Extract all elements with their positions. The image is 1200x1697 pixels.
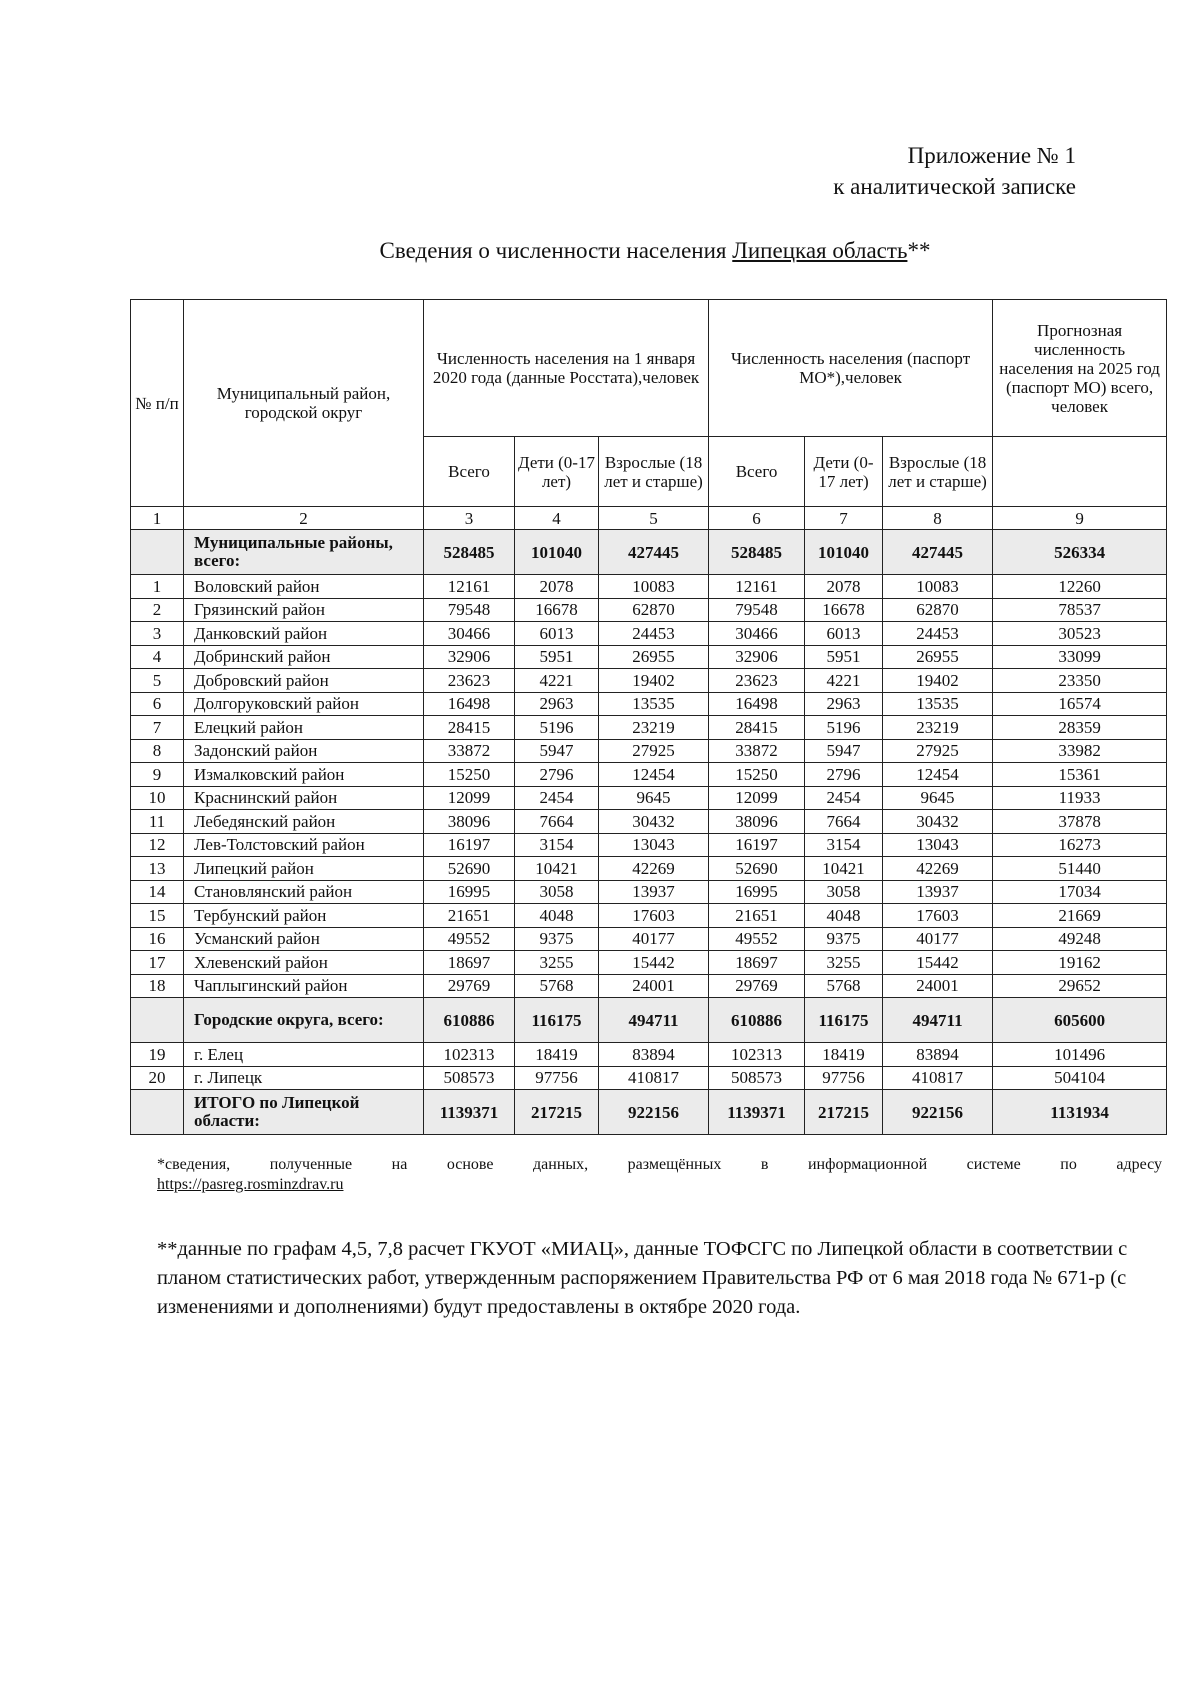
header-adults-2: Взрослые (18 лет и старше) <box>883 437 993 507</box>
total-row <box>131 530 1167 575</box>
district-name: Долгоруковский район <box>184 692 424 716</box>
district-name: г. Елец <box>184 1043 424 1067</box>
row-number: 2 <box>131 598 184 622</box>
header-passport: Численность населения (паспорт МО*),человек <box>709 300 993 437</box>
header-children-2: Дети (0-17 лет) <box>805 437 883 507</box>
value-cell: 2078 <box>805 575 883 599</box>
value-cell: 23623 <box>709 669 805 693</box>
value-cell: 33872 <box>424 739 515 763</box>
total-row <box>131 998 1167 1043</box>
annex-line-1: Приложение № 1 <box>907 143 1076 168</box>
district-name: Добринский район <box>184 645 424 669</box>
value-cell: 42269 <box>883 857 993 881</box>
header-total-2: Всего <box>709 437 805 507</box>
value-cell: 12260 <box>993 575 1167 599</box>
table-row <box>131 833 1167 857</box>
value-cell: 24001 <box>883 974 993 998</box>
value-cell: 27925 <box>883 739 993 763</box>
value-cell: 32906 <box>709 645 805 669</box>
row-number <box>131 1090 184 1135</box>
value-cell: 12099 <box>424 786 515 810</box>
district-name: Муниципальные районы, всего: <box>184 530 424 575</box>
value-cell: 217215 <box>805 1090 883 1135</box>
district-name: Липецкий район <box>184 857 424 881</box>
district-name: Грязинский район <box>184 598 424 622</box>
value-cell: 51440 <box>993 857 1167 881</box>
table-row <box>131 739 1167 763</box>
table-row <box>131 716 1167 740</box>
row-number: 5 <box>131 669 184 693</box>
value-cell: 6013 <box>515 622 599 646</box>
value-cell: 4048 <box>515 904 599 928</box>
value-cell: 3058 <box>515 880 599 904</box>
value-cell: 30466 <box>709 622 805 646</box>
value-cell: 1139371 <box>424 1090 515 1135</box>
value-cell: 5768 <box>515 974 599 998</box>
table-row <box>131 1043 1167 1067</box>
row-number: 12 <box>131 833 184 857</box>
title-suffix: ** <box>907 238 931 263</box>
value-cell: 30466 <box>424 622 515 646</box>
value-cell: 5196 <box>515 716 599 740</box>
value-cell: 102313 <box>709 1043 805 1067</box>
value-cell: 42269 <box>599 857 709 881</box>
value-cell: 11933 <box>993 786 1167 810</box>
value-cell: 10083 <box>599 575 709 599</box>
value-cell: 13535 <box>599 692 709 716</box>
table-row <box>131 786 1167 810</box>
value-cell: 5951 <box>515 645 599 669</box>
value-cell: 6013 <box>805 622 883 646</box>
value-cell: 52690 <box>424 857 515 881</box>
district-name: Лев-Толстовский район <box>184 833 424 857</box>
table-row <box>131 622 1167 646</box>
header-adults: Взрослые (18 лет и старше) <box>599 437 709 507</box>
value-cell: 102313 <box>424 1043 515 1067</box>
row-number: 11 <box>131 810 184 834</box>
value-cell: 30432 <box>883 810 993 834</box>
table-row <box>131 763 1167 787</box>
value-cell: 5196 <box>805 716 883 740</box>
value-cell: 101040 <box>805 530 883 575</box>
value-cell: 26955 <box>599 645 709 669</box>
value-cell: 18419 <box>515 1043 599 1067</box>
value-cell: 15442 <box>599 951 709 975</box>
value-cell: 29652 <box>993 974 1167 998</box>
row-number: 9 <box>131 763 184 787</box>
value-cell: 4048 <box>805 904 883 928</box>
value-cell: 16498 <box>709 692 805 716</box>
table-row <box>131 951 1167 975</box>
value-cell: 2454 <box>515 786 599 810</box>
value-cell: 9375 <box>515 927 599 951</box>
table-body <box>131 507 1167 1135</box>
value-cell: 508573 <box>709 1066 805 1090</box>
value-cell: 28415 <box>709 716 805 740</box>
table-row <box>131 575 1167 599</box>
value-cell: 52690 <box>709 857 805 881</box>
value-cell: 38096 <box>709 810 805 834</box>
value-cell: 40177 <box>883 927 993 951</box>
value-cell: 24001 <box>599 974 709 998</box>
district-name: Измалковский район <box>184 763 424 787</box>
value-cell: 427445 <box>883 530 993 575</box>
title-region: Липецкая область <box>732 238 908 263</box>
value-cell: 13535 <box>883 692 993 716</box>
value-cell: 494711 <box>599 998 709 1043</box>
value-cell: 10083 <box>883 575 993 599</box>
value-cell: 15250 <box>709 763 805 787</box>
value-cell: 28359 <box>993 716 1167 740</box>
value-cell: 62870 <box>883 598 993 622</box>
value-cell: 217215 <box>515 1090 599 1135</box>
value-cell: 528485 <box>709 530 805 575</box>
population-table <box>130 299 1167 1135</box>
column-number: 3 <box>424 507 515 530</box>
row-number <box>131 530 184 575</box>
value-cell: 116175 <box>805 998 883 1043</box>
value-cell: 508573 <box>424 1066 515 1090</box>
table-row <box>131 927 1167 951</box>
value-cell: 7664 <box>515 810 599 834</box>
value-cell: 62870 <box>599 598 709 622</box>
table-row <box>131 880 1167 904</box>
value-cell: 33982 <box>993 739 1167 763</box>
row-number: 1 <box>131 575 184 599</box>
value-cell: 5951 <box>805 645 883 669</box>
district-name: г. Липецк <box>184 1066 424 1090</box>
value-cell: 15442 <box>883 951 993 975</box>
value-cell: 5768 <box>805 974 883 998</box>
district-name: Тербунский район <box>184 904 424 928</box>
value-cell: 49248 <box>993 927 1167 951</box>
value-cell: 21651 <box>709 904 805 928</box>
row-number: 6 <box>131 692 184 716</box>
title-prefix: Сведения о численности населения <box>379 238 733 263</box>
value-cell: 12161 <box>424 575 515 599</box>
value-cell: 427445 <box>599 530 709 575</box>
table-row <box>131 810 1167 834</box>
value-cell: 28415 <box>424 716 515 740</box>
value-cell: 504104 <box>993 1066 1167 1090</box>
row-number <box>131 998 184 1043</box>
row-number: 14 <box>131 880 184 904</box>
value-cell: 610886 <box>424 998 515 1043</box>
district-name: Краснинский район <box>184 786 424 810</box>
value-cell: 49552 <box>709 927 805 951</box>
header-num: № п/п <box>131 300 184 507</box>
value-cell: 97756 <box>515 1066 599 1090</box>
value-cell: 101040 <box>515 530 599 575</box>
value-cell: 23350 <box>993 669 1167 693</box>
document-title <box>0 238 1200 264</box>
value-cell: 12099 <box>709 786 805 810</box>
value-cell: 16574 <box>993 692 1167 716</box>
district-name: Добровский район <box>184 669 424 693</box>
value-cell: 18697 <box>709 951 805 975</box>
value-cell: 4221 <box>805 669 883 693</box>
district-name: Становлянский район <box>184 880 424 904</box>
value-cell: 17603 <box>883 904 993 928</box>
value-cell: 922156 <box>599 1090 709 1135</box>
value-cell: 32906 <box>424 645 515 669</box>
value-cell: 13043 <box>599 833 709 857</box>
value-cell: 1131934 <box>993 1090 1167 1135</box>
value-cell: 410817 <box>599 1066 709 1090</box>
value-cell: 15361 <box>993 763 1167 787</box>
value-cell: 1139371 <box>709 1090 805 1135</box>
value-cell: 23623 <box>424 669 515 693</box>
column-number: 5 <box>599 507 709 530</box>
column-number: 7 <box>805 507 883 530</box>
annex-label <box>833 140 1076 202</box>
district-name: Воловский район <box>184 575 424 599</box>
value-cell: 29769 <box>424 974 515 998</box>
header-rosstat: Численность населения на 1 января 2020 года (данные Росстата),человек <box>424 300 709 437</box>
value-cell: 78537 <box>993 598 1167 622</box>
value-cell: 13043 <box>883 833 993 857</box>
table-row <box>131 692 1167 716</box>
district-name: Усманский район <box>184 927 424 951</box>
value-cell: 18697 <box>424 951 515 975</box>
district-name: Чаплыгинский район <box>184 974 424 998</box>
table-row <box>131 974 1167 998</box>
value-cell: 27925 <box>599 739 709 763</box>
value-cell: 528485 <box>424 530 515 575</box>
value-cell: 3255 <box>515 951 599 975</box>
value-cell: 10421 <box>805 857 883 881</box>
row-number: 4 <box>131 645 184 669</box>
row-number: 17 <box>131 951 184 975</box>
value-cell: 18419 <box>805 1043 883 1067</box>
table-row <box>131 1066 1167 1090</box>
value-cell: 12454 <box>883 763 993 787</box>
value-cell: 3255 <box>805 951 883 975</box>
table-row <box>131 904 1167 928</box>
value-cell: 610886 <box>709 998 805 1043</box>
value-cell: 79548 <box>709 598 805 622</box>
value-cell: 79548 <box>424 598 515 622</box>
value-cell: 116175 <box>515 998 599 1043</box>
value-cell: 16678 <box>515 598 599 622</box>
value-cell: 5947 <box>515 739 599 763</box>
value-cell: 605600 <box>993 998 1167 1043</box>
row-number: 16 <box>131 927 184 951</box>
value-cell: 2796 <box>805 763 883 787</box>
table-row <box>131 598 1167 622</box>
row-number: 20 <box>131 1066 184 1090</box>
value-cell: 12454 <box>599 763 709 787</box>
value-cell: 23219 <box>883 716 993 740</box>
footnote-1: *сведения, полученные на основе данных, размещённых в информационной системе по адресу <box>157 1156 1162 1173</box>
header-district: Муниципальный район, городской округ <box>184 300 424 507</box>
value-cell: 13937 <box>883 880 993 904</box>
value-cell: 24453 <box>883 622 993 646</box>
value-cell: 3154 <box>805 833 883 857</box>
value-cell: 9645 <box>599 786 709 810</box>
value-cell: 526334 <box>993 530 1167 575</box>
value-cell: 38096 <box>424 810 515 834</box>
value-cell: 3154 <box>515 833 599 857</box>
district-name: Елецкий район <box>184 716 424 740</box>
column-number: 2 <box>184 507 424 530</box>
value-cell: 37878 <box>993 810 1167 834</box>
value-cell: 97756 <box>805 1066 883 1090</box>
value-cell: 7664 <box>805 810 883 834</box>
value-cell: 101496 <box>993 1043 1167 1067</box>
value-cell: 16995 <box>709 880 805 904</box>
value-cell: 83894 <box>599 1043 709 1067</box>
value-cell: 12161 <box>709 575 805 599</box>
header-forecast: Прогнозная численность населения на 2025 год (паспорт МО) всего, человек <box>993 300 1167 437</box>
district-name: Лебедянский район <box>184 810 424 834</box>
table-row <box>131 645 1167 669</box>
value-cell: 2963 <box>805 692 883 716</box>
value-cell: 29769 <box>709 974 805 998</box>
value-cell: 4221 <box>515 669 599 693</box>
row-number: 3 <box>131 622 184 646</box>
value-cell: 16273 <box>993 833 1167 857</box>
value-cell: 30523 <box>993 622 1167 646</box>
value-cell: 3058 <box>805 880 883 904</box>
value-cell: 19162 <box>993 951 1167 975</box>
row-number: 15 <box>131 904 184 928</box>
row-number: 13 <box>131 857 184 881</box>
district-name: Данковский район <box>184 622 424 646</box>
value-cell: 19402 <box>883 669 993 693</box>
value-cell: 33872 <box>709 739 805 763</box>
header-children: Дети (0-17 лет) <box>515 437 599 507</box>
column-number: 9 <box>993 507 1167 530</box>
column-number-row <box>131 507 1167 530</box>
table-row <box>131 669 1167 693</box>
value-cell: 21669 <box>993 904 1167 928</box>
value-cell: 23219 <box>599 716 709 740</box>
value-cell: 16197 <box>709 833 805 857</box>
value-cell: 13937 <box>599 880 709 904</box>
value-cell: 9375 <box>805 927 883 951</box>
district-name: ИТОГО по Липецкой области: <box>184 1090 424 1135</box>
row-number: 7 <box>131 716 184 740</box>
value-cell: 5947 <box>805 739 883 763</box>
value-cell: 9645 <box>883 786 993 810</box>
value-cell: 494711 <box>883 998 993 1043</box>
value-cell: 16678 <box>805 598 883 622</box>
value-cell: 410817 <box>883 1066 993 1090</box>
value-cell: 10421 <box>515 857 599 881</box>
annex-line-2: к аналитической записке <box>833 174 1076 199</box>
value-cell: 2078 <box>515 575 599 599</box>
value-cell: 24453 <box>599 622 709 646</box>
value-cell: 16197 <box>424 833 515 857</box>
footnote-1-link[interactable]: https://pasreg.rosminzdrav.ru <box>157 1176 344 1193</box>
value-cell: 922156 <box>883 1090 993 1135</box>
value-cell: 30432 <box>599 810 709 834</box>
column-number: 8 <box>883 507 993 530</box>
row-number: 19 <box>131 1043 184 1067</box>
row-number: 18 <box>131 974 184 998</box>
column-number: 6 <box>709 507 805 530</box>
value-cell: 33099 <box>993 645 1167 669</box>
value-cell: 21651 <box>424 904 515 928</box>
footnote-2: **данные по графам 4,5, 7,8 расчет ГКУОТ «МИАЦ», данные ТОФСГС по Липецкой области в соответствии с планом статистических работ, утвержденным распоряжением Правительства РФ от 6 мая 2018 года № 671-р (с изменениями и дополнениями) будут предоставлены в октябре 2020 года. <box>157 1238 1128 1318</box>
value-cell: 17603 <box>599 904 709 928</box>
value-cell: 49552 <box>424 927 515 951</box>
column-number: 4 <box>515 507 599 530</box>
district-name: Хлевенский район <box>184 951 424 975</box>
district-name: Городские округа, всего: <box>184 998 424 1043</box>
value-cell: 2963 <box>515 692 599 716</box>
table-row <box>131 857 1167 881</box>
value-cell: 40177 <box>599 927 709 951</box>
row-number: 8 <box>131 739 184 763</box>
district-name: Задонский район <box>184 739 424 763</box>
header-forecast-empty <box>993 437 1167 507</box>
header-total: Всего <box>424 437 515 507</box>
value-cell: 19402 <box>599 669 709 693</box>
value-cell: 17034 <box>993 880 1167 904</box>
total-row <box>131 1090 1167 1135</box>
value-cell: 15250 <box>424 763 515 787</box>
value-cell: 26955 <box>883 645 993 669</box>
value-cell: 83894 <box>883 1043 993 1067</box>
value-cell: 2796 <box>515 763 599 787</box>
value-cell: 16498 <box>424 692 515 716</box>
value-cell: 16995 <box>424 880 515 904</box>
row-number: 10 <box>131 786 184 810</box>
column-number: 1 <box>131 507 184 530</box>
value-cell: 2454 <box>805 786 883 810</box>
